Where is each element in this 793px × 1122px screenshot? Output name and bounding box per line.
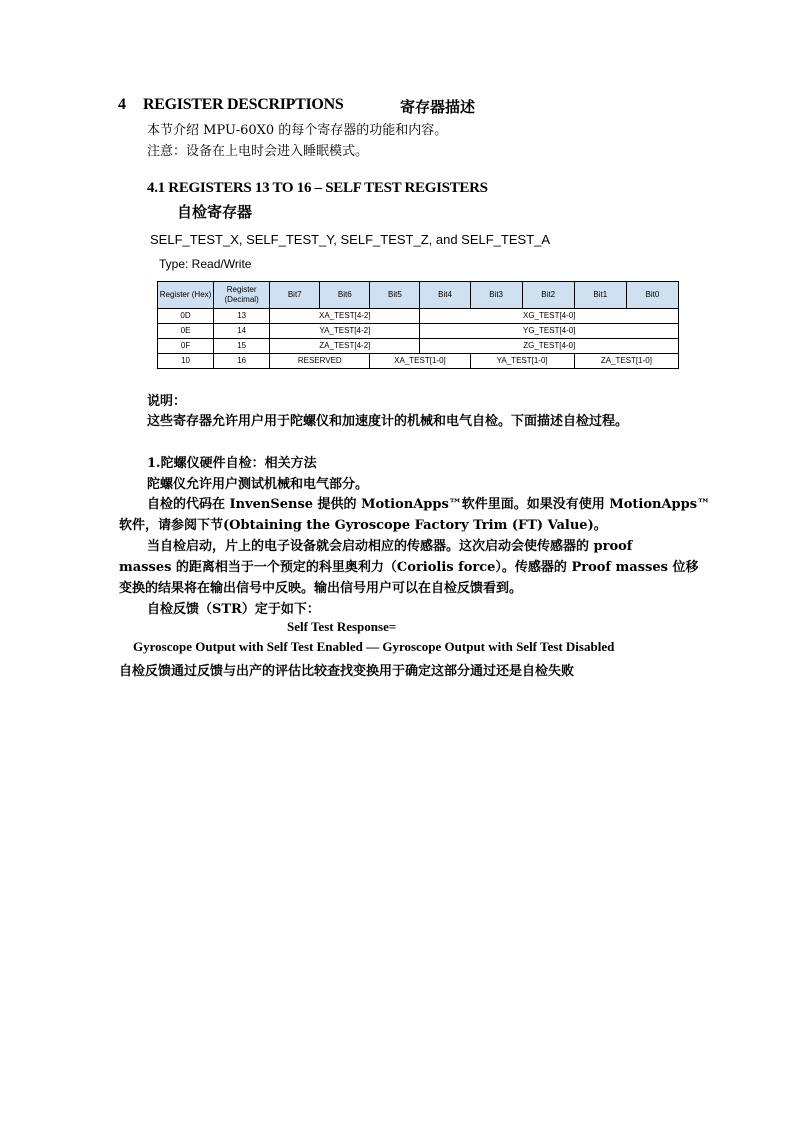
header-bit3: Bit3 — [470, 282, 522, 309]
cell-field-b: YG_TEST[4-0] — [420, 324, 679, 339]
paragraph-line: 当自检启动，片上的电子设备就会启动相应的传感器。这次启动会使传感器的 proof — [147, 539, 633, 554]
notes-label: 说明： — [147, 394, 187, 409]
cell-dec: 15 — [214, 339, 270, 354]
paragraph-line: 自检的代码在 InvenSense 提供的 MotionApps™软件里面。如果没有使用 MotionApps™ — [147, 497, 711, 512]
cell-field-b: ZG_TEST[4-0] — [420, 339, 679, 354]
subsection-title: 4.1 REGISTERS 13 TO 16 – SELF TEST REGISTERS — [147, 180, 488, 196]
gyro-selftest-heading: 1.陀螺仪硬件自检：相关方法 — [147, 456, 317, 471]
cell-dec: 13 — [214, 309, 270, 324]
header-bit4: Bit4 — [420, 282, 470, 309]
cell-xa-test: XA_TEST[1-0] — [370, 354, 470, 369]
section-number: 4 — [118, 96, 126, 113]
header-register-hex: Register (Hex) — [158, 282, 214, 309]
register-names: SELF_TEST_X, SELF_TEST_Y, SELF_TEST_Z, and SELF_TEST_A — [150, 232, 551, 247]
paragraph-last-line: 自检反馈通过反馈与出产的评估比较查找变换用于确定这部分通过还是自检失败 — [119, 664, 575, 679]
cell-field-a: ZA_TEST[4-2] — [270, 339, 420, 354]
cell-ya-test: YA_TEST[1-0] — [470, 354, 574, 369]
header-register-decimal: Register (Decimal) — [214, 282, 270, 309]
header-bit1: Bit1 — [574, 282, 626, 309]
table-row — [158, 309, 679, 324]
register-table — [157, 281, 679, 369]
formula-line-1: Self Test Response= — [287, 619, 397, 634]
intro-line-2: 注意：设备在上电时会进入睡眠模式。 — [147, 144, 369, 159]
table-row — [158, 339, 679, 354]
header-bit0: Bit0 — [626, 282, 678, 309]
paragraph-line: 陀螺仪允许用户测试机械和电气部分。 — [147, 477, 369, 492]
notes-text: 这些寄存器允许用户用于陀螺仪和加速度计的机械和电气自检。下面描述自检过程。 — [147, 414, 629, 429]
cell-dec: 16 — [214, 354, 270, 369]
table-row — [158, 324, 679, 339]
cell-reserved: RESERVED — [270, 354, 370, 369]
formula-line-2: Gyroscope Output with Self Test Enabled — Gyroscope Output with Self Test Disabled — [133, 639, 615, 654]
paragraph-line: 自检反馈（STR）定于如下： — [147, 602, 320, 617]
section-title: REGISTER DESCRIPTIONS — [143, 96, 344, 113]
paragraph-line: 变换的结果将在输出信号中反映。输出信号用户可以在自检反馈看到。 — [119, 581, 523, 596]
table-header-row — [158, 282, 679, 309]
header-bit7: Bit7 — [270, 282, 320, 309]
header-bit2: Bit2 — [522, 282, 574, 309]
header-bit6: Bit6 — [320, 282, 370, 309]
cell-za-test: ZA_TEST[1-0] — [574, 354, 678, 369]
cell-hex: 0E — [158, 324, 214, 339]
paragraph-line: 软件，请参阅下节(Obtaining the Gyroscope Factory Trim (FT) Value)。 — [119, 518, 607, 533]
paragraph-line: masses 的距离相当于一个预定的科里奥利力（Coriolis force）。传感器的 Proof masses 位移 — [119, 560, 699, 575]
table-row — [158, 354, 679, 369]
cell-field-b: XG_TEST[4-0] — [420, 309, 679, 324]
subsection-title-cn: 自检寄存器 — [177, 203, 253, 221]
cell-hex: 10 — [158, 354, 214, 369]
cell-field-a: YA_TEST[4-2] — [270, 324, 420, 339]
cell-dec: 14 — [214, 324, 270, 339]
register-type: Type: Read/Write — [159, 257, 252, 271]
cell-field-a: XA_TEST[4-2] — [270, 309, 420, 324]
section-title-cn: 寄存器描述 — [400, 98, 476, 116]
intro-line-1: 本节介绍 MPU-60X0 的每个寄存器的功能和内容。 — [147, 123, 448, 138]
header-bit5: Bit5 — [370, 282, 420, 309]
cell-hex: 0D — [158, 309, 214, 324]
cell-hex: 0F — [158, 339, 214, 354]
